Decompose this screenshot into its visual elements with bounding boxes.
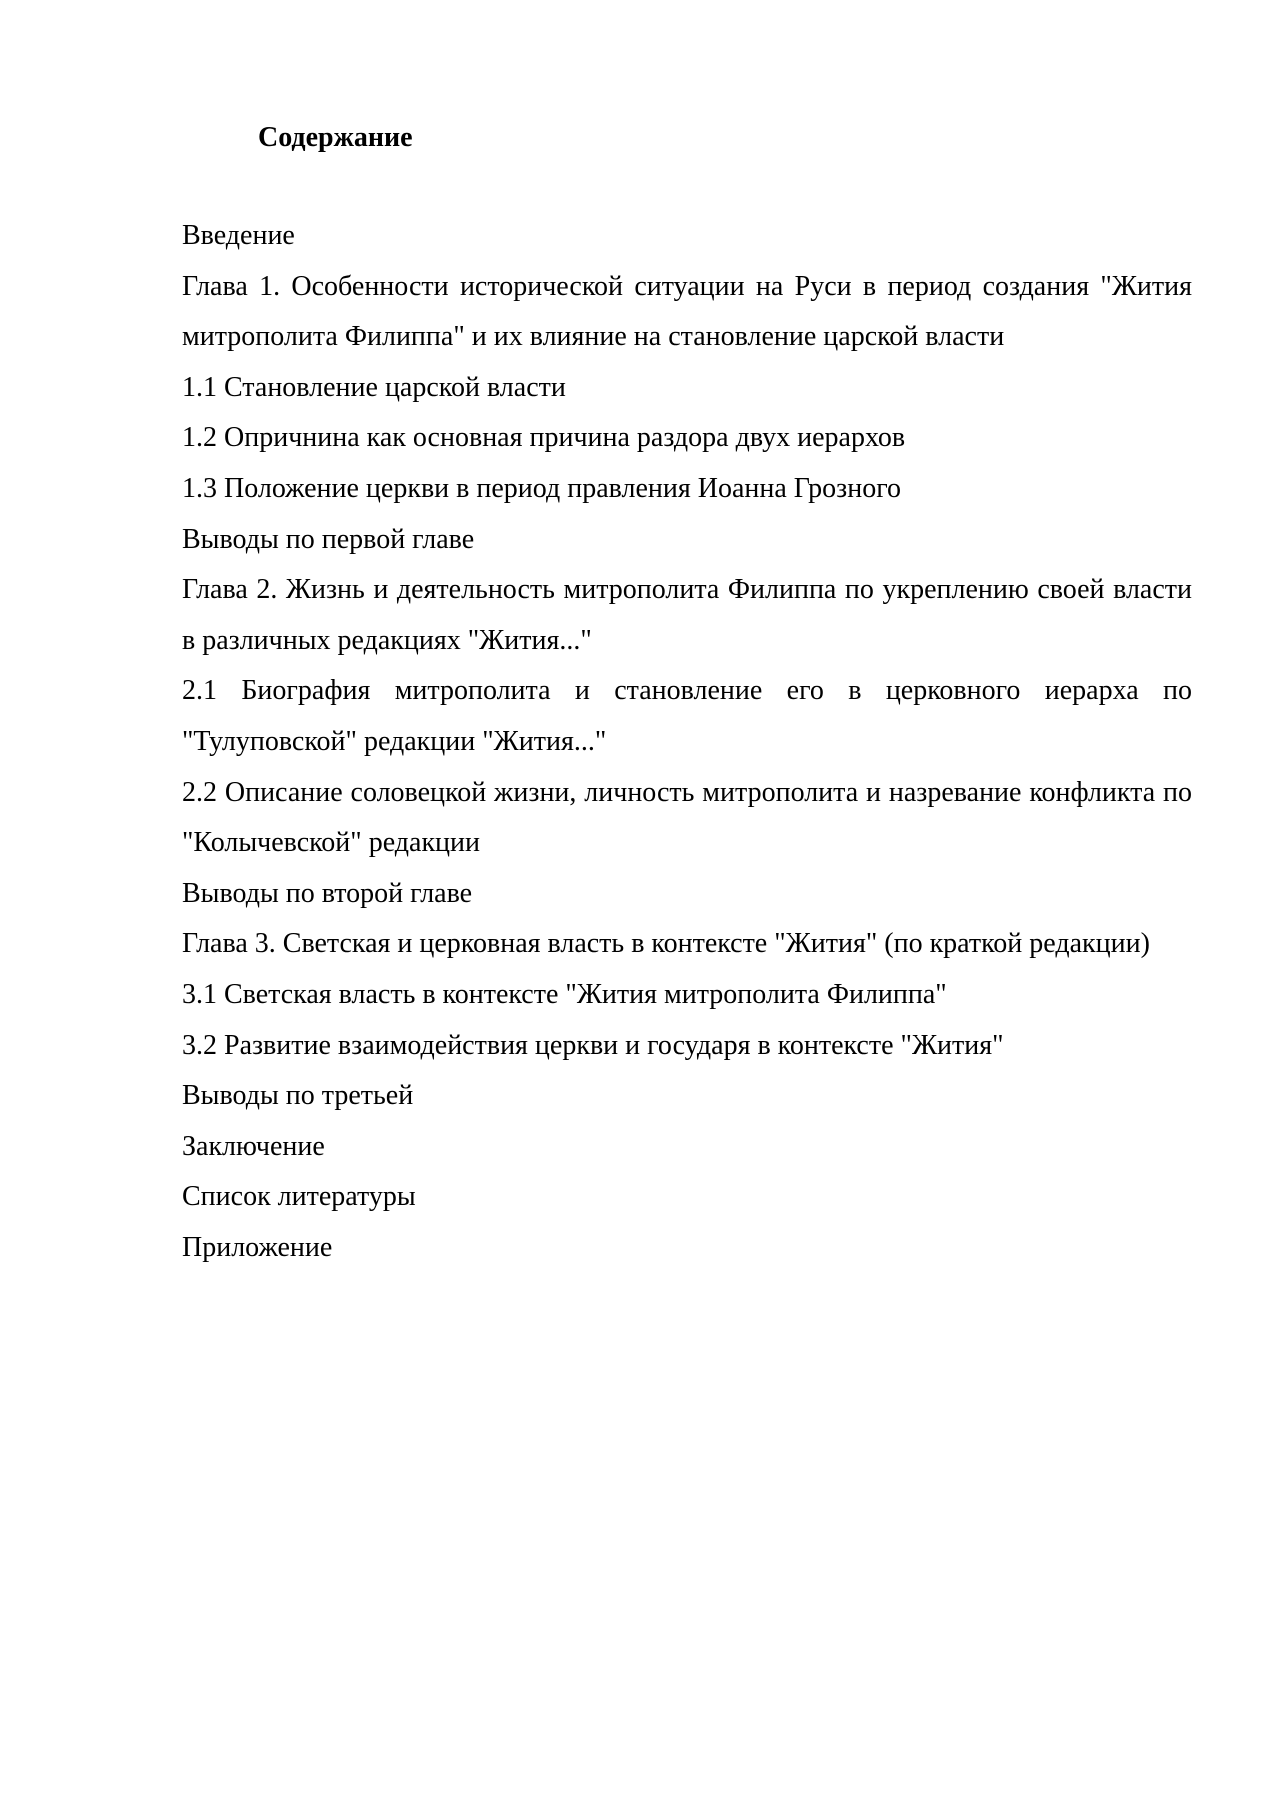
- toc-entry-1-2: 1.2 Опричнина как основная причина раздора двух иерархов: [182, 422, 906, 454]
- toc-entry-chapter-1: Глава 1. Особенности исторической ситуации на Руси в период создания "Жития митрополита Филиппа" и их влияние на становление царской власти: [182, 270, 1192, 353]
- toc-entry-appendix: Приложение: [182, 1231, 333, 1263]
- toc-entry-chapter-3-conclusions: Выводы по третьей: [182, 1080, 414, 1112]
- toc-entry-bibliography: Список литературы: [182, 1181, 416, 1213]
- table-of-contents: [182, 211, 1192, 1273]
- toc-entry-introduction: Введение: [182, 220, 295, 251]
- toc-entry-2-1: 2.1 Биография митрополита и становление его в церковного иерарха по "Тулуповской" редакции "Жития...": [182, 675, 1192, 757]
- toc-entry-3-2: 3.2 Развитие взаимодействия церкви и государя в контексте "Жития": [182, 1029, 1004, 1061]
- toc-entry-3-1: 3.1 Светская власть в контексте "Жития митрополита Филиппа": [182, 978, 947, 1010]
- toc-entry-chapter-1-conclusions: Выводы по первой главе: [182, 523, 475, 555]
- toc-entry-1-1: 1.1 Становление царской власти: [182, 371, 566, 403]
- toc-entry-2-2: 2.2 Описание соловецкой жизни, личность митрополита и назревание конфликта по "Колычевской" редакции: [182, 776, 1192, 859]
- toc-entry-chapter-2-conclusions: Выводы по второй главе: [182, 877, 473, 909]
- toc-entry-chapter-3: Глава 3. Светская и церковная власть в контексте "Жития" (по краткой редакции): [182, 928, 1150, 960]
- toc-entry-chapter-2: Глава 2. Жизнь и деятельность митрополита Филиппа по укреплению своей власти в различных редакциях "Жития...": [182, 574, 1192, 656]
- toc-entry-1-3: 1.3 Положение церкви в период правления Иоанна Грозного: [182, 472, 902, 504]
- toc-entry-conclusion: Заключение: [182, 1130, 325, 1162]
- page-title: Содержание: [258, 122, 413, 153]
